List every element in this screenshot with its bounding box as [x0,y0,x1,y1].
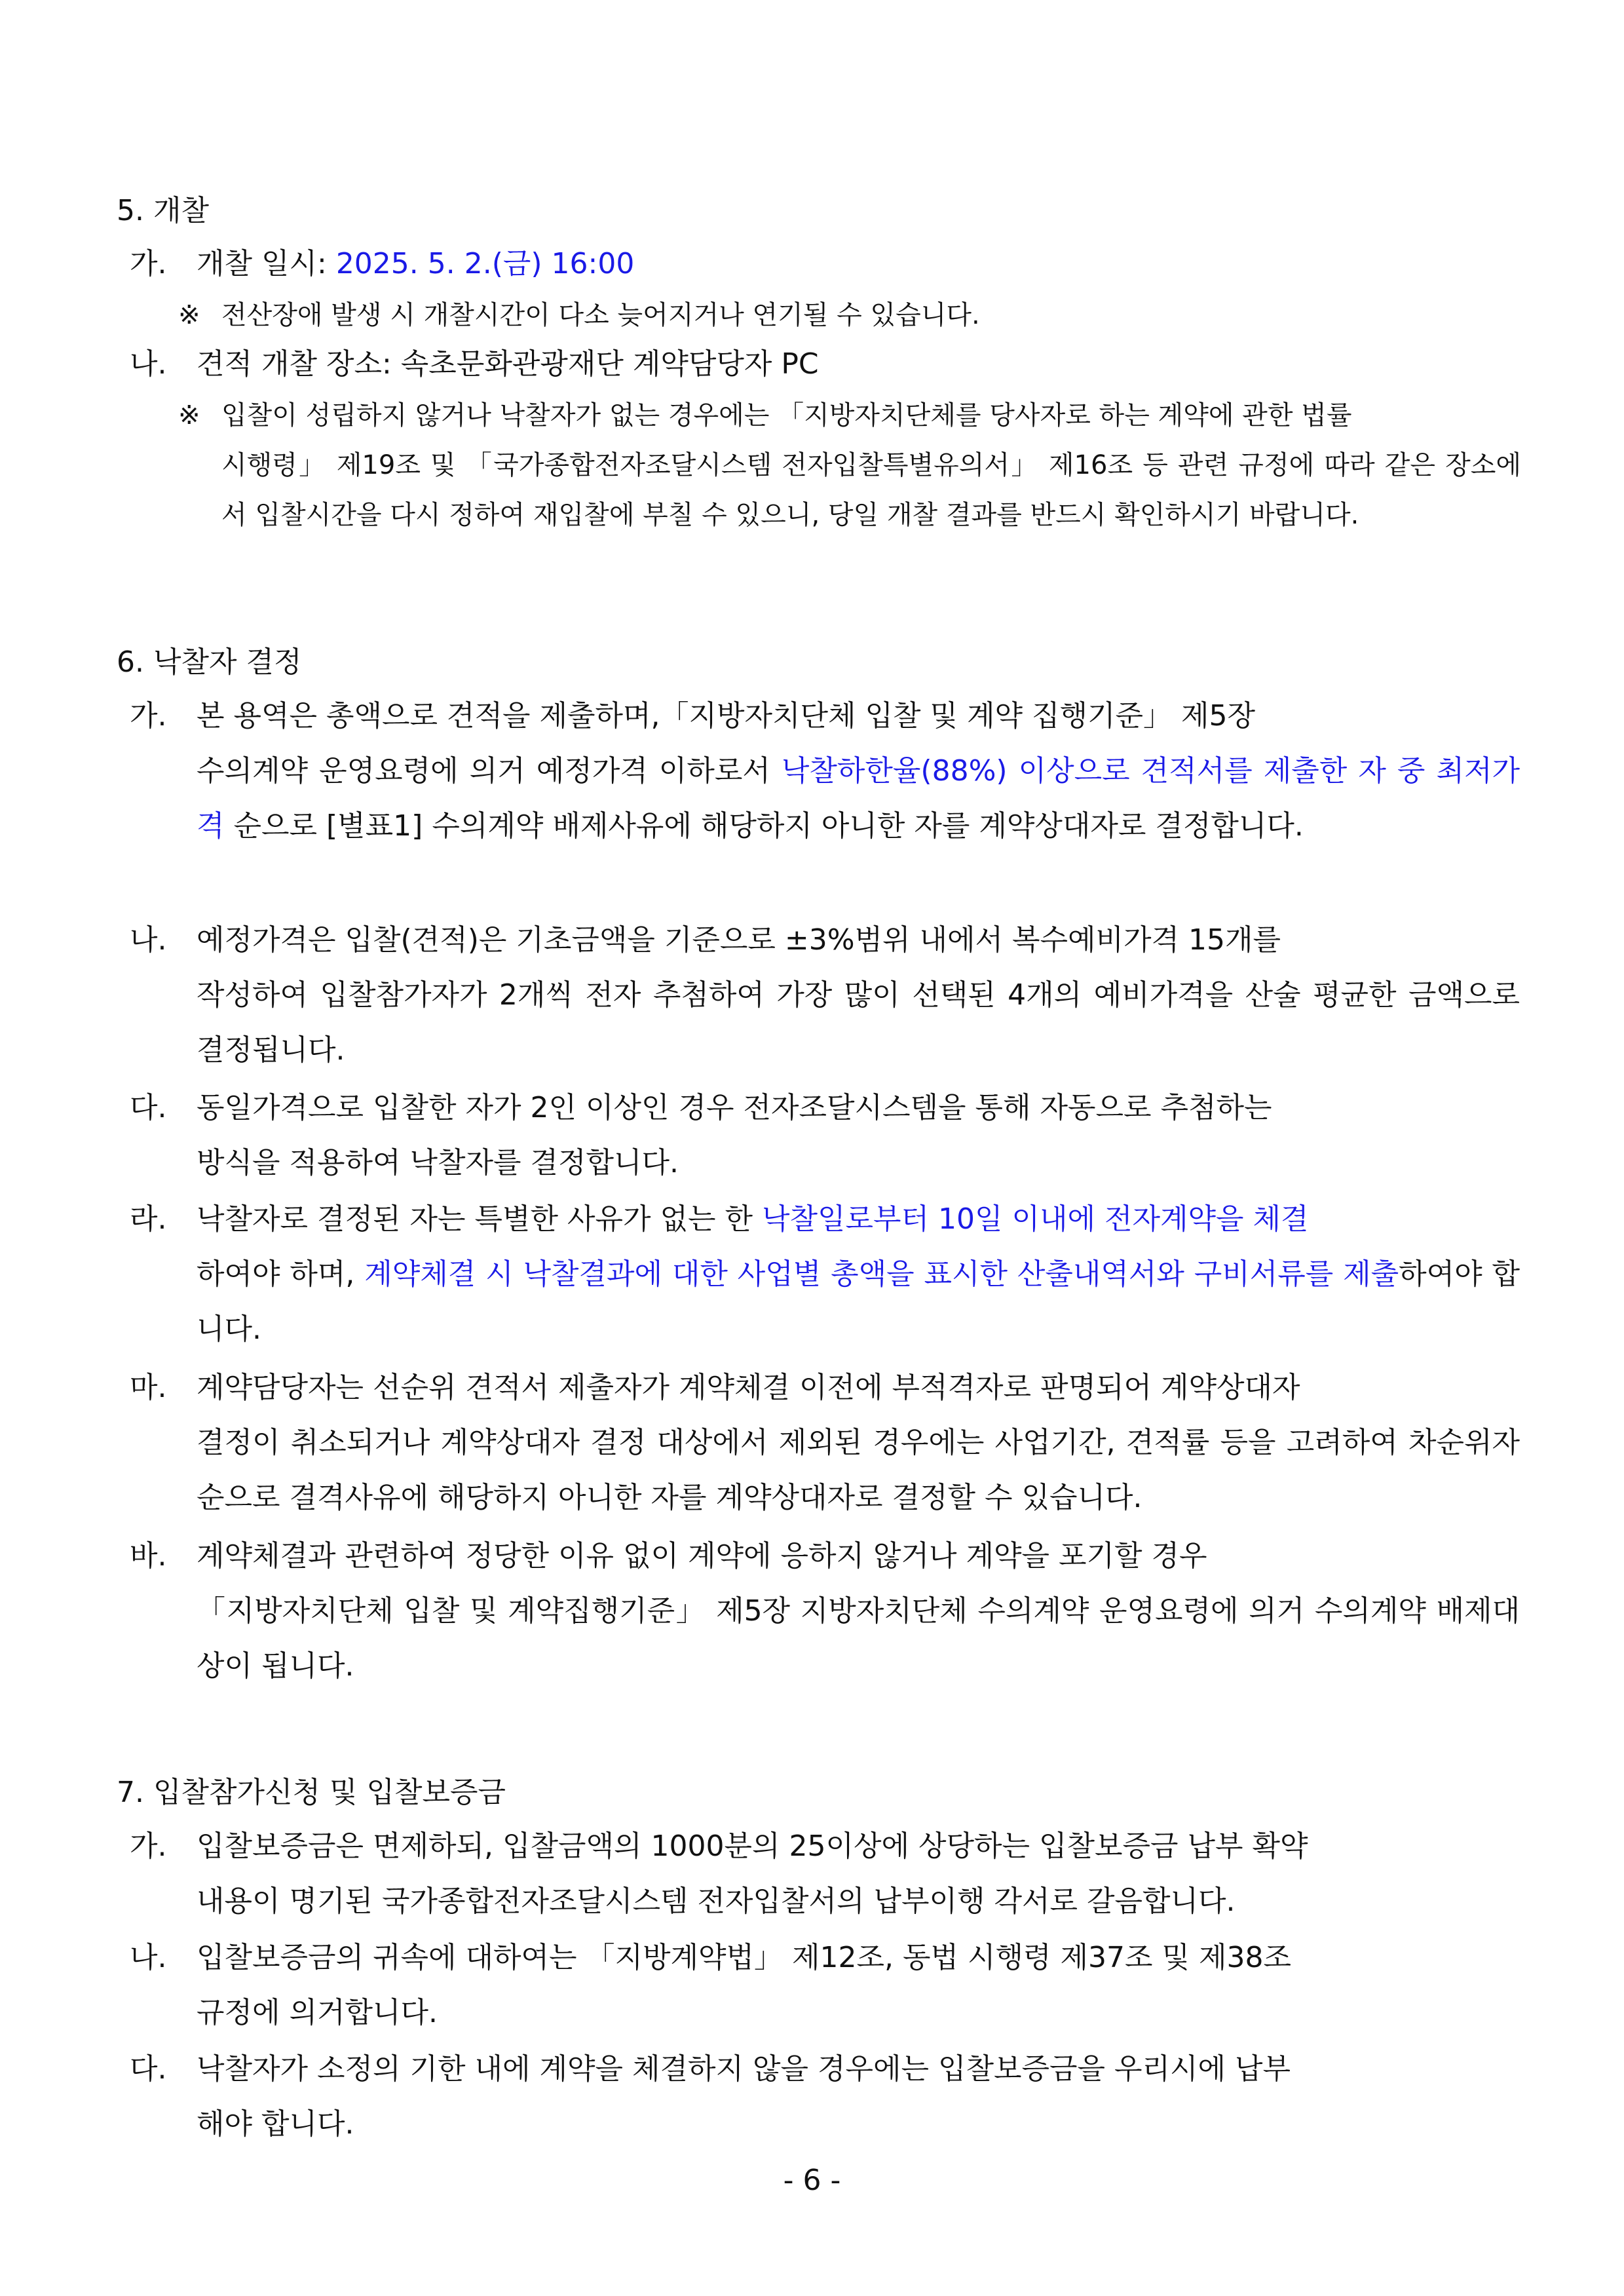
page-number: - 6 - [783,2164,841,2197]
highlight-text: 계약체결 시 낙찰결과에 대한 사업별 총액을 표시한 산출내역서와 구비서류를 제출 [364,1257,1399,1291]
opening-datetime-label: 개찰 일시: [197,247,336,280]
sec7-item-ga [130,1819,1520,1929]
item-first-line: 입찰보증금의 귀속에 대하여는 「지방계약법」 제12조, 동법 시행령 제37조 및 제38조 [197,1941,1291,1974]
item-marker: 라. [130,1202,167,1236]
sec6-item-ma [130,1360,1520,1525]
text-run: 하여야 합니다. [197,1257,1520,1346]
text-run: 하여야 하며, [197,1257,365,1291]
item-text: 견적 개찰 장소: 속초문화관광재단 계약담당자 PC [197,347,819,381]
sec5-note-2 [178,391,1521,540]
item-first-line: 계약담당자는 선순위 견적서 제출자가 계약체결 이전에 부적격자로 판명되어 계약상대자 [197,1371,1300,1404]
text-run: 순으로 [별표1] 수의계약 배제사유에 해당하지 아니한 자를 계약상대자로 결정합니다. [224,809,1304,843]
item-marker: 마. [130,1371,167,1404]
item-continuation [130,744,1520,854]
note-text: 전산장애 발생 시 개찰시간이 다소 늦어지거나 연기될 수 있습니다. [221,300,980,330]
item-first-line: 본 용역은 총액으로 견적을 제출하며,「지방자치단체 입찰 및 계약 집행기준」 제5장 [197,699,1255,733]
item-continuation: 해야 합니다. [197,2107,354,2141]
item-marker: 다. [130,1091,167,1124]
opening-datetime-value: 2025. 5. 2.(금) 16:00 [335,247,635,280]
item-marker: 나. [130,923,167,957]
note-marker: ※ [178,400,200,430]
sec5-note-1 [178,290,1521,340]
item-first-line: 입찰보증금은 면제하되, 입찰금액의 1000분의 25이상에 상당하는 입찰보증금 납부 확약 [197,1829,1308,1863]
item-continuation: 방식을 적용하여 낙찰자를 결정합니다. [197,1146,679,1179]
section-7-title: 7. 입찰참가신청 및 입찰보증금 [117,1776,506,1809]
sec6-item-ga [130,689,1520,854]
item-continuation: 작성하여 입찰참가자가 2개씩 전자 추첨하여 가장 많이 선택된 4개의 예비가격을 산술 평균한 금액으로 결정됩니다. [197,978,1520,1067]
sec6-item-ra [130,1192,1520,1357]
item-marker: 다. [130,2052,167,2086]
item-continuation: 규정에 의거합니다. [197,1996,438,2029]
item-continuation: 내용이 명기된 국가종합전자조달시스템 전자입찰서의 납부이행 각서로 갈음합니다. [197,1885,1236,1918]
note-marker: ※ [178,300,200,330]
item-marker: 바. [130,1539,167,1573]
section-5-title: 5. 개찰 [117,194,209,227]
text-run: 수의계약 운영요령에 의거 예정가격 이하로서 [197,754,782,788]
item-marker: 나. [130,1941,167,1974]
note-continuation: 시행령」 제19조 및 「국가종합전자조달시스템 전자입찰특별유의서」 제16조 등 관련 규정에 따라 같은 장소에서 입찰시간을 다시 정하여 재입찰에 부칠 수 있으니, 당일 개찰 결과를 반드시 확인하시기 바랍니다. [221,450,1521,530]
sec6-item-ba [130,1529,1520,1694]
item-marker: 가. [130,1829,167,1863]
item-first-line: 계약체결과 관련하여 정당한 이유 없이 계약에 응하지 않거나 계약을 포기할 경우 [197,1539,1207,1573]
sec5-item-ga [130,237,1520,292]
highlight-text: 낙찰하한율(88%) 이상으로 견적서를 제출한 자 중 최저가격 [197,754,1520,843]
item-continuation: 「지방자치단체 입찰 및 계약집행기준」 제5장 지방자치단체 수의계약 운영요령에 의거 수의계약 배제대상이 됩니다. [197,1594,1520,1683]
note-first-line: 입찰이 성립하지 않거나 낙찰자가 없는 경우에는 「지방자치단체를 당사자로 하는 계약에 관한 법률 [221,400,1352,430]
highlight-text: 낙찰일로부터 10일 이내에 전자계약을 체결 [761,1202,1309,1236]
item-continuation: 결정이 취소되거나 계약상대자 결정 대상에서 제외된 경우에는 사업기간, 견적률 등을 고려하여 차순위자 순으로 결격사유에 해당하지 아니한 자를 계약상대자로 결정할 수 있습니다. [197,1426,1520,1514]
sec7-item-na [130,1930,1520,2040]
item-first-line: 동일가격으로 입찰한 자가 2인 이상인 경우 전자조달시스템을 통해 자동으로 추첨하는 [197,1091,1272,1124]
item-first-line: 낙찰자가 소정의 기한 내에 계약을 체결하지 않을 경우에는 입찰보증금을 우리시에 납부 [197,2052,1291,2086]
section-6-title: 6. 낙찰자 결정 [117,645,302,679]
sec7-item-da [130,2042,1520,2152]
sec6-item-na [130,913,1520,1078]
item-first-line: 예정가격은 입찰(견적)은 기초금액을 기준으로 ±3%범위 내에서 복수예비가격 15개를 [197,923,1281,957]
item-marker: 가. [130,699,167,733]
sec6-item-da [130,1081,1520,1191]
item-marker: 나. [130,347,167,381]
item-continuation [130,1247,1520,1357]
sec5-item-na [130,337,1520,392]
item-marker: 가. [130,247,167,280]
text-run: 낙찰자로 결정된 자는 특별한 사유가 없는 한 [197,1202,762,1236]
